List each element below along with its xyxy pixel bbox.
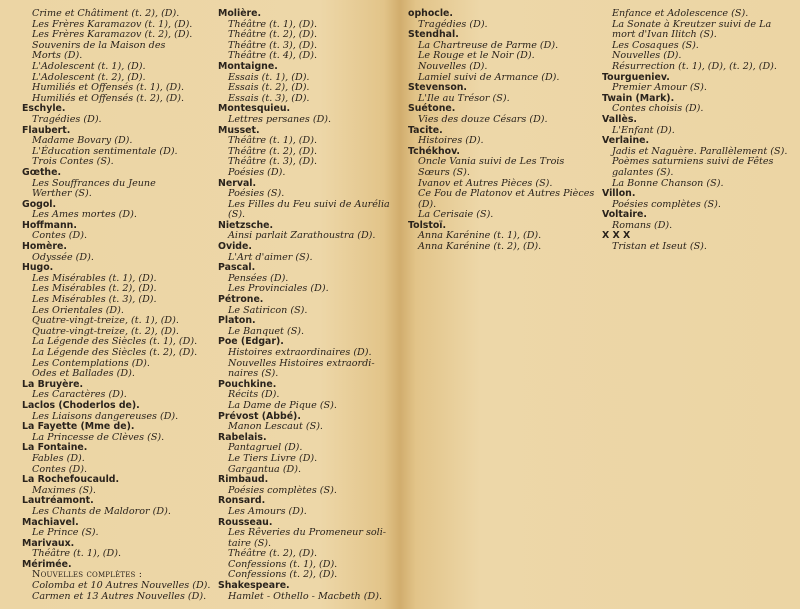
work-entry: L'Adolescent (t. 1), (D). [32, 60, 146, 72]
author-heading: Tourgueniev. [602, 71, 670, 83]
author-heading: La Fontaine. [22, 442, 88, 454]
work-entry: Enfance et Adolescence (S). [612, 8, 749, 19]
work-entry: Théâtre (t. 1), (D). [32, 548, 122, 560]
work-entry: Vies des douze Césars (D). [418, 113, 548, 125]
work-entry: Contes choisis (D). [612, 103, 704, 115]
work-entry: Les Cosaques (S). [612, 39, 699, 51]
work-entry: La Légende des Siècles (t. 1), (D). [32, 336, 198, 348]
work-entry: Les Misérables (t. 3), (D). [32, 294, 157, 306]
work-entry: Les Liaisons dangereuses (D). [32, 410, 179, 422]
work-entry: La Légende des Siècles (t. 2), (D). [32, 347, 198, 358]
work-entry: Lettres persanes (D). [228, 113, 332, 125]
work-entry: Les Filles du Feu suivi de Aurélia [228, 198, 390, 210]
work-entry: Tristan et Iseut (S). [612, 241, 707, 253]
author-heading: Vallès. [602, 113, 637, 125]
author-heading: Rabelais. [218, 431, 267, 443]
work-entry: Contes (D). [32, 230, 88, 242]
work-entry: Le Prince (S). [32, 527, 99, 539]
author-heading: Prévost (Abbé). [218, 410, 301, 422]
work-entry: Théâtre (t. 2), (D). [228, 548, 318, 560]
author-heading: Tolstoï. [408, 219, 447, 231]
work-entry: Lamiel suivi de Armance (D). [418, 71, 560, 83]
work-entry: Odes et Ballades (D). [32, 368, 135, 380]
work-entry: Odyssée (D). [32, 251, 94, 263]
work-entry: Quatre-vingt-treize, (t. 1), (D). [32, 315, 179, 327]
work-entry: Le Satiricon (S). [228, 304, 308, 316]
work-entry: Crime et Châtiment (t. 2), (D). [32, 8, 180, 19]
index-column-4 [602, 9, 796, 253]
author-heading: Flaubert. [22, 124, 71, 136]
work-entry: Théâtre (t. 3), (D). [228, 156, 318, 168]
author-heading: Molière. [218, 8, 262, 19]
work-entry: Le Tiers Livre (D). [228, 452, 318, 464]
work-entry: Le Rouge et le Noir (D). [418, 50, 535, 62]
work-entry: Les Chants de Maldoror (D). [32, 505, 171, 517]
author-heading: Villon. [602, 188, 636, 200]
work-entry: Théâtre (t. 2), (D). [228, 145, 318, 157]
author-heading: Hugo. [22, 262, 54, 274]
author-heading: Laclos (Choderlos de). [22, 399, 140, 411]
author-heading: Shakespeare. [218, 580, 290, 592]
author-heading: Musset. [218, 124, 260, 136]
work-entry: (D). [418, 198, 437, 210]
work-entry: La Dame de Pique (S). [228, 399, 337, 411]
author-heading: Ovide. [218, 241, 252, 253]
work-entry: La Bonne Chanson (S). [612, 177, 724, 189]
work-entry: Tragédies (D). [418, 18, 488, 30]
work-entry: Quatre-vingt-treize, (t. 2), (D). [32, 325, 179, 337]
author-heading: Voltaire. [602, 209, 647, 221]
work-entry: Pantagruel (D). [228, 442, 303, 454]
work-entry: Confessions (t. 1), (D). [228, 558, 338, 570]
work-entry: Résurrection (t. 1), (D), (t. 2), (D). [612, 60, 777, 72]
work-entry: Tragédies (D). [32, 113, 102, 125]
work-entry: Nouvelles Histoires extraordi- [228, 357, 375, 369]
work-entry: Les Frères Karamazov (t. 2), (D). [32, 29, 193, 41]
work-entry: taire (S). [228, 537, 272, 549]
work-entry: Madame Bovary (D). [32, 135, 133, 147]
work-entry: Les Ames mortes (D). [32, 209, 137, 221]
work-entry: La Princesse de Clèves (S). [32, 431, 165, 443]
author-heading: Rimbaud. [218, 474, 269, 486]
author-heading: Twain (Mark). [602, 92, 675, 104]
work-entry: (S). [228, 209, 246, 221]
work-entry: Maximes (S). [32, 484, 96, 496]
work-entry: Werther (S). [32, 188, 92, 200]
author-heading: Platon. [218, 315, 256, 327]
work-entry: Anna Karénine (t. 1), (D). [418, 230, 542, 242]
work-entry: naires (S). [228, 368, 279, 380]
author-heading: Mérimée. [22, 558, 72, 570]
work-entry: Histoires (D). [418, 135, 484, 147]
work-entry: L'Adolescent (t. 2), (D). [32, 71, 146, 83]
right-page [404, 0, 800, 609]
work-entry: L'Enfant (D). [612, 124, 675, 136]
work-entry: Théâtre (t. 3), (D). [228, 39, 318, 51]
author-heading: Hoffmann. [22, 219, 77, 231]
work-entry: mort d'Ivan Ilitch (S). [612, 29, 717, 41]
work-entry: Théâtre (t. 4), (D). [228, 50, 318, 62]
work-entry: Les Orientales (D). [32, 304, 124, 316]
work-entry: Humiliés et Offensés (t. 1), (D). [32, 82, 185, 94]
work-entry: Manon Lescaut (S). [228, 421, 323, 433]
author-heading: Gœthe. [22, 166, 62, 178]
work-entry: Récits (D). [228, 389, 280, 401]
author-heading: Verlaine. [602, 135, 650, 147]
work-entry: L'Éducation sentimentale (D). [32, 145, 178, 157]
author-heading: Tchékhov. [408, 145, 460, 157]
index-column-2 [218, 9, 402, 602]
author-heading: Rousseau. [218, 516, 273, 528]
work-entry: La Chartreuse de Parme (D). [418, 39, 559, 51]
work-entry: Ivanov et Autres Pièces (S). [418, 177, 553, 189]
author-heading: La Bruyère. [22, 378, 84, 390]
work-entry: Les Misérables (t. 2), (D). [32, 283, 157, 295]
work-entry: Essais (t. 3), (D). [228, 92, 310, 104]
work-entry: galantes (S). [612, 166, 674, 178]
author-heading: Stendhal. [408, 29, 459, 41]
work-entry: Souvenirs de la Maison des [32, 39, 166, 51]
author-heading: Nietzsche. [218, 219, 274, 231]
work-entry: Nouvelles complètes : [32, 569, 143, 581]
work-entry: Oncle Vania suivi de Les Trois [418, 156, 565, 168]
work-entry: La Cerisaie (S). [418, 209, 494, 221]
work-entry: Confessions (t. 2), (D). [228, 569, 338, 581]
work-entry: Les Caractères (D). [32, 389, 127, 401]
work-entry: Poésies complètes (S). [228, 484, 337, 496]
work-entry: Jadis et Naguère. Parallèlement (S). [612, 145, 788, 157]
work-entry: Les Provinciales (D). [228, 283, 329, 295]
work-entry: Anna Karénine (t. 2), (D). [418, 241, 542, 253]
work-entry: Essais (t. 1), (D). [228, 71, 310, 83]
work-entry: Hamlet - Othello - Macbeth (D). [228, 590, 383, 602]
author-heading: Ronsard. [218, 495, 266, 507]
work-entry: Théâtre (t. 1), (D). [228, 135, 318, 147]
author-heading: Montesquieu. [218, 103, 291, 115]
work-entry: Le Banquet (S). [228, 325, 305, 337]
work-entry: Les Souffrances du Jeune [32, 177, 156, 189]
work-entry: Les Rêveries du Promeneur soli- [228, 527, 387, 539]
work-entry: Théâtre (t. 1), (D). [228, 18, 318, 30]
author-heading: Homère. [22, 241, 67, 253]
work-entry: Les Frères Karamazov (t. 1), (D). [32, 18, 193, 30]
author-heading: Eschyle. [22, 103, 66, 115]
author-heading: Machiavel. [22, 516, 79, 528]
work-entry: Pensées (D). [228, 272, 289, 284]
author-heading: Lautréamont. [22, 495, 94, 507]
author-heading: Poe (Edgar). [218, 336, 284, 348]
work-entry: Romans (D). [612, 219, 673, 231]
work-entry: Ce Fou de Platonov et Autres Pièces [418, 188, 595, 200]
author-heading: Montaigne. [218, 60, 278, 72]
work-entry: Trois Contes (S). [32, 156, 114, 168]
author-heading: Gogol. [22, 198, 57, 210]
index-column-1 [22, 9, 212, 602]
work-entry: Premier Amour (S). [612, 82, 707, 94]
author-heading: ophocle. [408, 8, 453, 19]
work-entry: L'Art d'aimer (S). [228, 251, 313, 263]
work-entry: Carmen et 13 Autres Nouvelles (D). [32, 590, 207, 602]
author-heading: La Rochefoucauld. [22, 474, 120, 486]
author-heading: X X X [602, 230, 631, 242]
work-entry: Poésies (S). [228, 188, 285, 200]
work-entry: Colomba et 10 Autres Nouvelles (D). [32, 580, 211, 592]
work-entry: Poésies complètes (S). [612, 198, 721, 210]
author-heading: La Fayette (Mme de). [22, 421, 135, 433]
work-entry: Les Misérables (t. 1), (D). [32, 272, 157, 284]
work-entry: La Sonate à Kreutzer suivi de La [612, 18, 772, 30]
work-entry: Contes (D). [32, 463, 88, 475]
work-entry: Morts (D). [32, 50, 83, 62]
author-heading: Stevenson. [408, 82, 467, 94]
author-heading: Suétone. [408, 103, 456, 115]
work-entry: Poèmes saturniens suivi de Fêtes [612, 156, 774, 168]
work-entry: Les Contemplations (D). [32, 357, 150, 369]
work-entry: L'Ile au Trésor (S). [418, 92, 510, 104]
work-entry: Fables (D). [32, 452, 85, 464]
work-entry: Poésies (D). [228, 166, 286, 178]
work-entry: Les Amours (D). [228, 505, 307, 517]
work-entry: Humiliés et Offensés (t. 2), (D). [32, 92, 185, 104]
index-column-3 [408, 9, 594, 253]
work-entry: Nouvelles (D). [612, 50, 682, 62]
work-entry: Sœurs (S). [418, 166, 470, 178]
work-entry: Ainsi parlait Zarathoustra (D). [228, 230, 376, 242]
author-heading: Pascal. [218, 262, 256, 274]
work-entry: Essais (t. 2), (D). [228, 82, 310, 94]
author-heading: Pouchkine. [218, 378, 277, 390]
work-entry: Théâtre (t. 2), (D). [228, 29, 318, 41]
author-heading: Marivaux. [22, 537, 75, 549]
author-heading: Tacite. [408, 124, 443, 136]
work-entry: Histoires extraordinaires (D). [228, 347, 372, 358]
author-heading: Nerval. [218, 177, 257, 189]
author-heading: Pétrone. [218, 294, 264, 306]
work-entry: Gargantua (D). [228, 463, 302, 475]
work-entry: Nouvelles (D). [418, 60, 488, 72]
